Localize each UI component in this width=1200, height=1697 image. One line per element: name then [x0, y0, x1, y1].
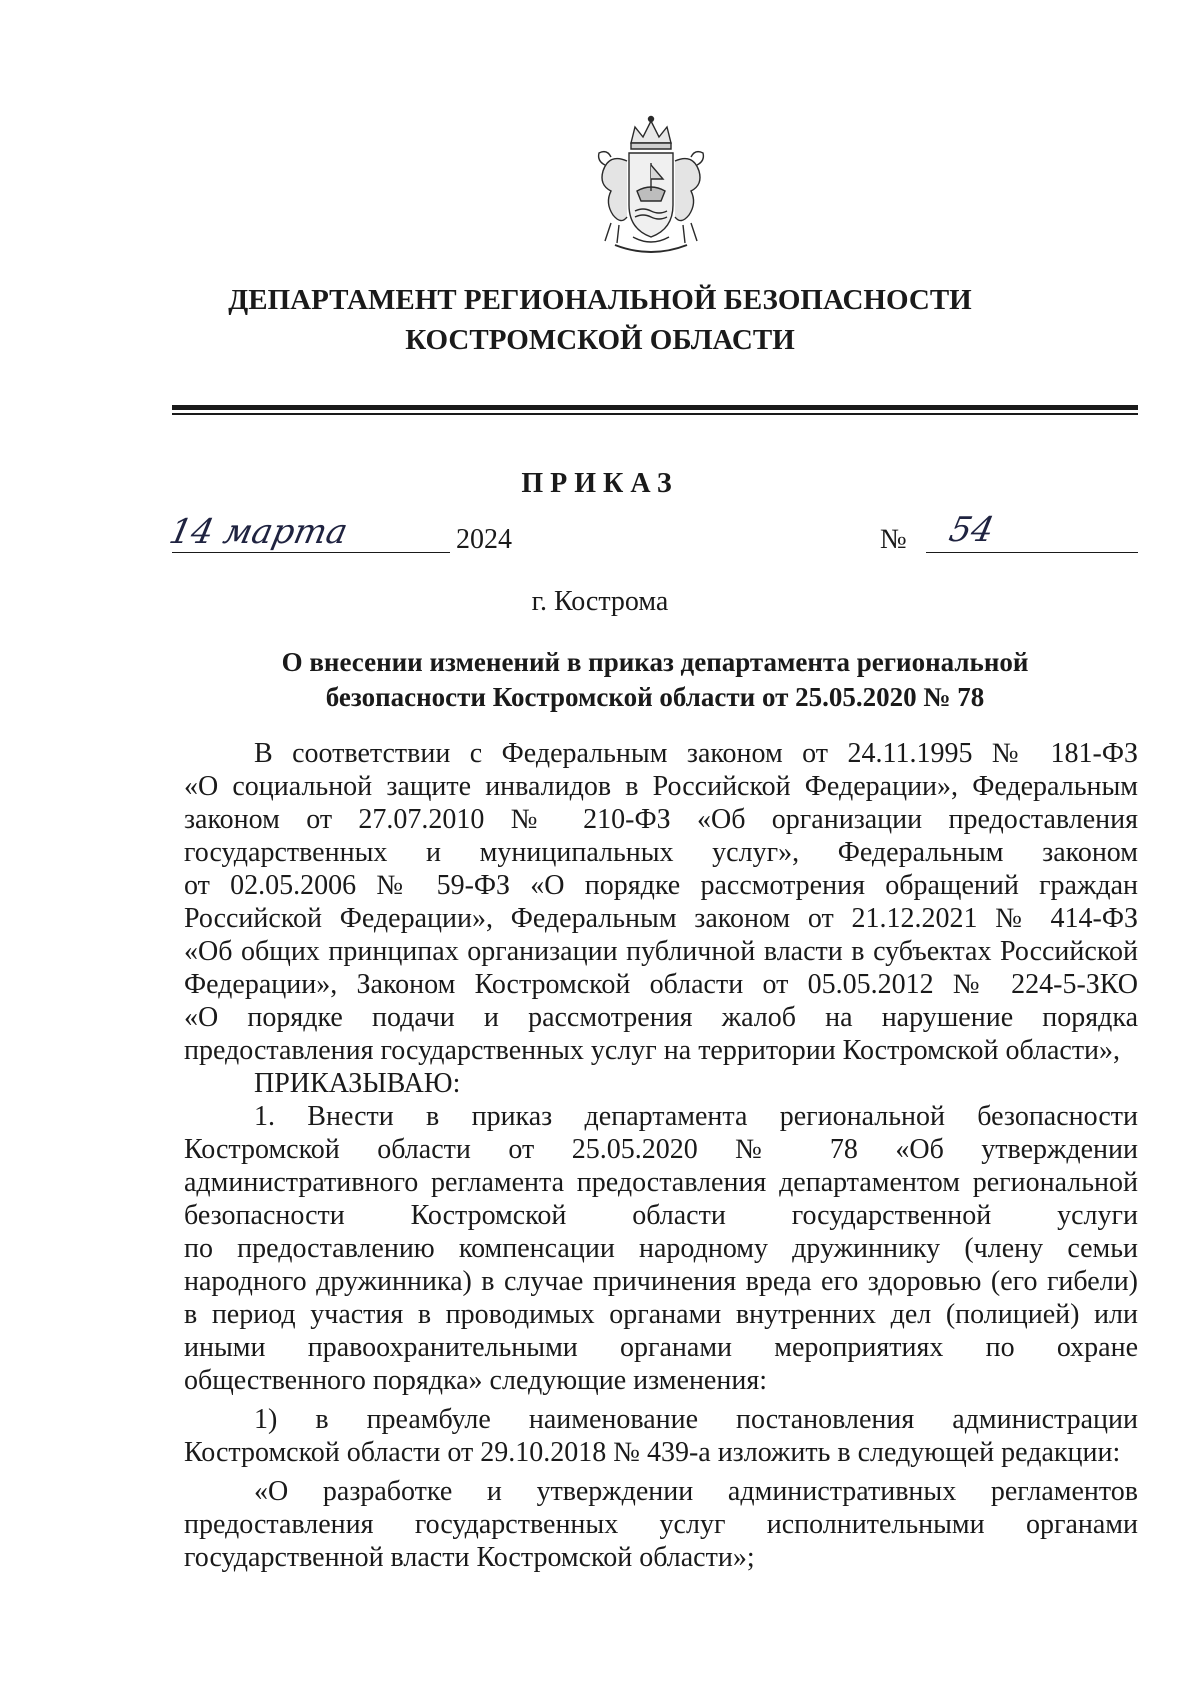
body-line: по предоставлению компенсации народному дружиннику (члену семьи — [184, 1233, 1138, 1264]
body-line: 1) в преамбуле наименование постановления администрации — [254, 1404, 1138, 1435]
order-title-line-2: безопасности Костромской области от 25.05.2020 № 78 — [325, 682, 985, 712]
body-line: Костромской области от 29.10.2018 № 439-а изложить в следующей редакции: — [184, 1437, 1121, 1468]
body-line: Федерации», Законом Костромской области от 05.05.2012 № 224-5-ЗКО — [184, 969, 1138, 1000]
body-line: «О порядке подачи и рассмотрения жалоб на нарушение порядка — [184, 1002, 1138, 1033]
organization-name-line-1: ДЕПАРТАМЕНТ РЕГИОНАЛЬНОЙ БЕЗОПАСНОСТИ — [228, 284, 972, 316]
coat-of-arms-icon — [575, 113, 727, 265]
header-divider-thin — [172, 413, 1138, 415]
order-directive: ПРИКАЗЫВАЮ: — [254, 1068, 461, 1099]
date-underline — [172, 552, 450, 553]
body-line: в период участия в проводимых органами внутренних дел (полицией) или — [184, 1299, 1138, 1330]
city-of-issue: г. Кострома — [531, 586, 669, 617]
organization-name-line-2: КОСТРОМСКОЙ ОБЛАСТИ — [405, 324, 795, 356]
document-type-heading: ПРИКАЗ — [521, 468, 679, 499]
body-line: общественного порядка» следующие изменения: — [184, 1365, 767, 1396]
body-line: В соответствии с Федеральным законом от 24.11.1995 № 181-ФЗ — [254, 738, 1138, 769]
body-line: безопасности Костромской области государственной услуги — [184, 1200, 1138, 1231]
body-line: народного дружинника) в случае причинения вреда его здоровью (его гибели) — [184, 1266, 1138, 1297]
handwritten-date: 14 марта — [165, 512, 352, 552]
body-line: Российской Федерации», Федеральным законом от 21.12.2021 № 414-ФЗ — [184, 903, 1138, 934]
body-line: законом от 27.07.2010 № 210-ФЗ «Об организации предоставления — [184, 804, 1138, 835]
body-line: «О разработке и утверждении административных регламентов — [254, 1476, 1138, 1507]
order-year: 2024 — [456, 524, 512, 555]
number-sign: № — [880, 524, 907, 555]
order-body — [184, 737, 1138, 1574]
body-line: 1. Внести в приказ департамента региональной безопасности — [254, 1101, 1138, 1132]
order-title-line-1: О внесении изменений в приказ департамента региональной — [281, 647, 1029, 677]
body-line: государственной власти Костромской области»; — [184, 1542, 755, 1573]
body-line: предоставления государственных услуг на территории Костромской области», — [184, 1035, 1121, 1066]
body-line: от 02.05.2006 № 59-ФЗ «О порядке рассмотрения обращений граждан — [184, 870, 1138, 901]
body-line: «Об общих принципах организации публичной власти в субъектах Российской — [184, 936, 1138, 967]
body-line: предоставления государственных услуг исполнительными органами — [184, 1509, 1138, 1540]
body-line: административного регламента предоставления департаментом региональной — [184, 1167, 1138, 1198]
body-line: государственных и муниципальных услуг», Федеральным законом — [184, 837, 1138, 868]
number-underline — [926, 552, 1138, 553]
body-line: иными правоохранительными органами мероприятиях по охране — [184, 1332, 1138, 1363]
body-line: «О социальной защите инвалидов в Российской Федерации», Федеральным — [184, 771, 1138, 802]
header-divider-thick — [172, 405, 1138, 410]
handwritten-order-number: 54 — [945, 510, 998, 550]
body-line: Костромской области от 25.05.2020 № 78 «Об утверждении — [184, 1134, 1138, 1165]
